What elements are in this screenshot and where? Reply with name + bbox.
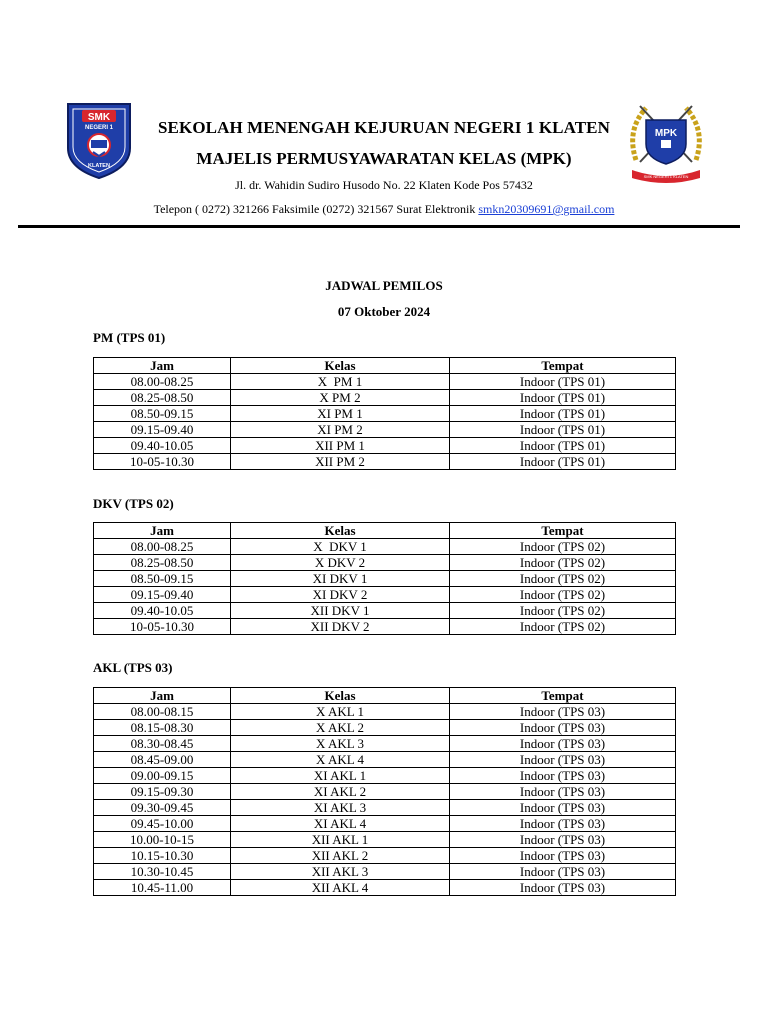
cell-kelas: XII PM 2: [231, 454, 450, 470]
cell-kelas: XII DKV 2: [231, 619, 450, 635]
table-row: [94, 704, 676, 720]
logo-right-text-1: MPK: [654, 128, 678, 139]
cell-tempat: Indoor (TPS 03): [450, 768, 676, 784]
column-header-jam: Jam: [94, 523, 231, 539]
document-date: 07 Oktober 2024: [337, 304, 431, 319]
cell-jam: 09.15-09.30: [94, 784, 231, 800]
cell-kelas: XI AKL 3: [231, 800, 450, 816]
cell-kelas: XII AKL 1: [231, 832, 450, 848]
cell-tempat: Indoor (TPS 02): [450, 555, 676, 571]
logo-left-text-2: NEGERI 1: [84, 125, 114, 131]
cell-kelas: XII AKL 2: [231, 848, 450, 864]
table-row: [94, 752, 676, 768]
contact-phone-fax: Telepon ( 0272) 321266 Faksimile (0272) 321567 Surat Elektronik: [153, 202, 479, 216]
cell-jam: 09.00-09.15: [94, 768, 231, 784]
cell-jam: 09.40-10.05: [94, 438, 231, 454]
cell-jam: 09.45-10.00: [94, 816, 231, 832]
cell-tempat: Indoor (TPS 01): [450, 390, 676, 406]
table-header-row: [94, 688, 676, 704]
cell-tempat: Indoor (TPS 03): [450, 704, 676, 720]
cell-tempat: Indoor (TPS 01): [450, 438, 676, 454]
table-row: [94, 587, 676, 603]
cell-kelas: X DKV 1: [231, 539, 450, 555]
cell-jam: 10.15-10.30: [94, 848, 231, 864]
school-name: SEKOLAH MENENGAH KEJURUAN NEGERI 1 KLATEN: [158, 118, 610, 137]
cell-kelas: X PM 1: [231, 374, 450, 390]
column-header-tempat: Tempat: [450, 358, 676, 374]
table-row: [94, 555, 676, 571]
cell-jam: 08.50-09.15: [94, 571, 231, 587]
cell-tempat: Indoor (TPS 03): [450, 816, 676, 832]
cell-kelas: XII AKL 3: [231, 864, 450, 880]
table-row: [94, 571, 676, 587]
table-row: [94, 864, 676, 880]
cell-tempat: Indoor (TPS 02): [450, 603, 676, 619]
cell-kelas: X AKL 1: [231, 704, 450, 720]
cell-kelas: XI PM 2: [231, 422, 450, 438]
cell-jam: 08.30-08.45: [94, 736, 231, 752]
column-header-tempat: Tempat: [450, 523, 676, 539]
cell-jam: 10.45-11.00: [94, 880, 231, 896]
document-title: JADWAL PEMILOS: [325, 278, 443, 293]
table-row: [94, 736, 676, 752]
cell-jam: 08.45-09.00: [94, 752, 231, 768]
cell-tempat: Indoor (TPS 03): [450, 848, 676, 864]
cell-tempat: Indoor (TPS 03): [450, 880, 676, 896]
table-row: [94, 768, 676, 784]
cell-kelas: XI PM 1: [231, 406, 450, 422]
table-row: [94, 848, 676, 864]
table-row: [94, 390, 676, 406]
school-address: Jl. dr. Wahidin Sudiro Husodo No. 22 Klaten Kode Pos 57432: [235, 178, 533, 192]
cell-jam: 08.00-08.25: [94, 539, 231, 555]
cell-kelas: X AKL 3: [231, 736, 450, 752]
cell-jam: 09.30-09.45: [94, 800, 231, 816]
cell-tempat: Indoor (TPS 01): [450, 454, 676, 470]
table-row: [94, 406, 676, 422]
table-row: [94, 438, 676, 454]
cell-kelas: XII DKV 1: [231, 603, 450, 619]
cell-jam: 08.25-08.50: [94, 390, 231, 406]
cell-tempat: Indoor (TPS 02): [450, 619, 676, 635]
cell-tempat: Indoor (TPS 03): [450, 720, 676, 736]
table-row: [94, 454, 676, 470]
logo-left-text-3: KLATEN: [88, 163, 110, 169]
cell-kelas: XI AKL 2: [231, 784, 450, 800]
table-header-row: [94, 523, 676, 539]
table-row: [94, 374, 676, 390]
cell-kelas: XII PM 1: [231, 438, 450, 454]
cell-jam: 10.30-10.45: [94, 864, 231, 880]
table-row: [94, 832, 676, 848]
cell-tempat: Indoor (TPS 03): [450, 736, 676, 752]
cell-tempat: Indoor (TPS 01): [450, 422, 676, 438]
cell-kelas: XI DKV 1: [231, 571, 450, 587]
column-header-kelas: Kelas: [231, 688, 450, 704]
cell-tempat: Indoor (TPS 02): [450, 539, 676, 555]
cell-tempat: Indoor (TPS 03): [450, 784, 676, 800]
table-row: [94, 619, 676, 635]
section-label-akl: AKL (TPS 03): [93, 660, 173, 675]
cell-jam: 10.00-10-15: [94, 832, 231, 848]
cell-kelas: XI AKL 4: [231, 816, 450, 832]
cell-jam: 08.15-08.30: [94, 720, 231, 736]
cell-kelas: X DKV 2: [231, 555, 450, 571]
school-contact: [90, 202, 678, 217]
mpk-logo-icon: [626, 100, 706, 186]
table-row: [94, 880, 676, 896]
column-header-jam: Jam: [94, 688, 231, 704]
cell-jam: 10-05-10.30: [94, 619, 231, 635]
cell-tempat: Indoor (TPS 01): [450, 374, 676, 390]
organization-name: MAJELIS PERMUSYAWARATAN KELAS (MPK): [196, 149, 572, 168]
cell-tempat: Indoor (TPS 02): [450, 587, 676, 603]
cell-tempat: Indoor (TPS 03): [450, 864, 676, 880]
cell-jam: 09.40-10.05: [94, 603, 231, 619]
cell-kelas: XI AKL 1: [231, 768, 450, 784]
table-row: [94, 720, 676, 736]
school-logo-icon: [64, 100, 134, 180]
table-row: [94, 800, 676, 816]
table-row: [94, 603, 676, 619]
letterhead: [0, 0, 768, 232]
schedule-table-dkv: [93, 522, 676, 635]
cell-jam: 08.50-09.15: [94, 406, 231, 422]
cell-jam: 09.15-09.40: [94, 422, 231, 438]
cell-jam: 08.00-08.15: [94, 704, 231, 720]
cell-tempat: Indoor (TPS 02): [450, 571, 676, 587]
schedule-table-akl: [93, 687, 676, 896]
logo-right-text-2: SMK NEGERI 1 KLATEN: [643, 174, 689, 179]
cell-kelas: X AKL 4: [231, 752, 450, 768]
table-row: [94, 784, 676, 800]
cell-tempat: Indoor (TPS 03): [450, 800, 676, 816]
schedule-table-pm: [93, 357, 676, 470]
cell-jam: 08.25-08.50: [94, 555, 231, 571]
section-label-pm: PM (TPS 01): [93, 330, 166, 345]
column-header-tempat: Tempat: [450, 688, 676, 704]
cell-kelas: XII AKL 4: [231, 880, 450, 896]
cell-tempat: Indoor (TPS 01): [450, 406, 676, 422]
cell-tempat: Indoor (TPS 03): [450, 832, 676, 848]
column-header-jam: Jam: [94, 358, 231, 374]
cell-tempat: Indoor (TPS 03): [450, 752, 676, 768]
table-row: [94, 539, 676, 555]
cell-kelas: X PM 2: [231, 390, 450, 406]
cell-jam: 09.15-09.40: [94, 587, 231, 603]
cell-jam: 10-05-10.30: [94, 454, 231, 470]
table-header-row: [94, 358, 676, 374]
table-row: [94, 816, 676, 832]
cell-kelas: X AKL 2: [231, 720, 450, 736]
letterhead-divider: [18, 225, 740, 228]
cell-kelas: XI DKV 2: [231, 587, 450, 603]
logo-left-text-1: SMK: [87, 112, 111, 123]
table-row: [94, 422, 676, 438]
column-header-kelas: Kelas: [231, 358, 450, 374]
section-label-dkv: DKV (TPS 02): [93, 496, 174, 511]
cell-jam: 08.00-08.25: [94, 374, 231, 390]
email-link[interactable]: smkn20309691@gmail.com: [478, 202, 615, 216]
column-header-kelas: Kelas: [231, 523, 450, 539]
